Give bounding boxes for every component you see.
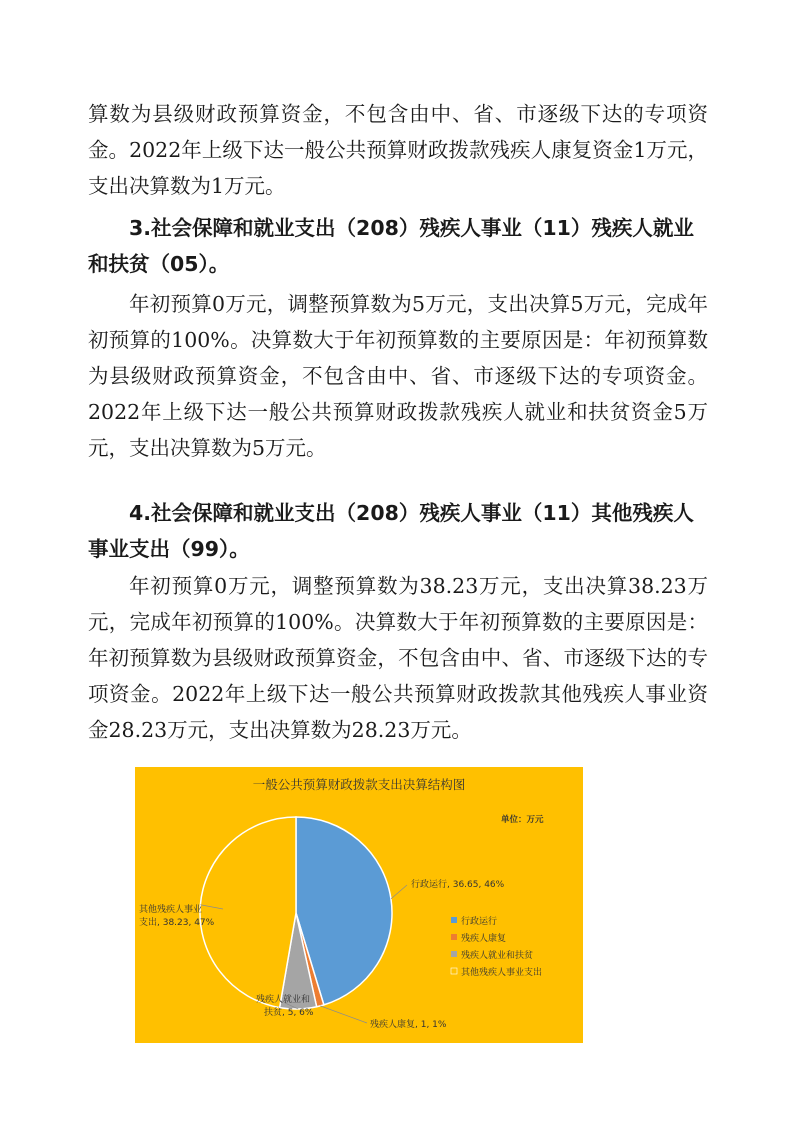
data-label-kangfu: 残疾人康复, 1, 1% — [370, 1020, 447, 1030]
paragraph-1: 算数为县级财政预算资金，不包含由中、省、市逐级下达的专项资金。2022年上级下达一般公共预算财政拨款残疾人康复资金1万元，支出决算数为1万元。 — [88, 102, 708, 198]
pie-slices — [200, 817, 392, 1009]
data-label-qita-line1: 其他残疾人事业 — [139, 905, 203, 915]
legend-label-jiuye: 残疾人就业和扶贫 — [461, 951, 534, 961]
legend-swatch-qita — [451, 968, 457, 974]
data-label-jiuye-line2: 扶贫, 5, 6% — [264, 1008, 314, 1018]
pie-slice-qita — [200, 817, 296, 1008]
chart-unit-label: 单位：万元 — [501, 815, 544, 825]
heading-4: 4.社会保障和就业支出（208）残疾人事业（11）其他残疾人事业支出（99）。 — [88, 501, 694, 561]
legend-label-kangfu: 残疾人康复 — [461, 934, 507, 944]
leader-line-xingzheng — [391, 885, 407, 899]
pie-chart — [135, 767, 583, 1043]
legend-swatch-kangfu — [451, 934, 457, 940]
chart-legend — [451, 915, 542, 978]
heading-3: 3.社会保障和就业支出（208）残疾人事业（11）残疾人就业和扶贫（05）。 — [88, 216, 694, 276]
legend-swatch-xingzheng — [451, 917, 457, 923]
data-label-jiuye-line1: 残疾人就业和 — [256, 995, 311, 1005]
legend-label-qita: 其他残疾人事业支出 — [461, 968, 543, 978]
leader-line-kangfu — [320, 1006, 367, 1023]
pie-chart-svg — [135, 767, 583, 1043]
legend-label-xingzheng: 行政运行 — [461, 917, 498, 927]
chart-title: 一般公共预算财政拨款支出决算结构图 — [252, 777, 466, 792]
paragraph-3: 年初预算0万元，调整预算数为5万元，支出决算5万元，完成年初预算的100%。决算数大于年初预算数的主要原因是：年初预算数为县级财政预算资金，不包含由中、省、市逐级下达的专项资金。2022年上级下达一般公共预算财政拨款残疾人就业和扶贫资金5万元，支出决算数为5万元。 — [88, 292, 708, 460]
paragraph-4: 年初预算0万元，调整预算数为38.23万元，支出决算38.23万元，完成年初预算的100%。决算数大于年初预算数的主要原因是：年初预算数为县级财政预算资金，不包含由中、省、市逐级下达的专项资金。2022年上级下达一般公共预算财政拨款其他残疾人事业资金28.23万元，支出决算数为28.23万元。 — [88, 574, 708, 742]
legend-swatch-jiuye — [451, 951, 457, 957]
data-label-xingzheng: 行政运行, 36.65, 46% — [411, 880, 505, 890]
data-label-qita-line2: 支出, 38.23, 47% — [139, 918, 215, 928]
